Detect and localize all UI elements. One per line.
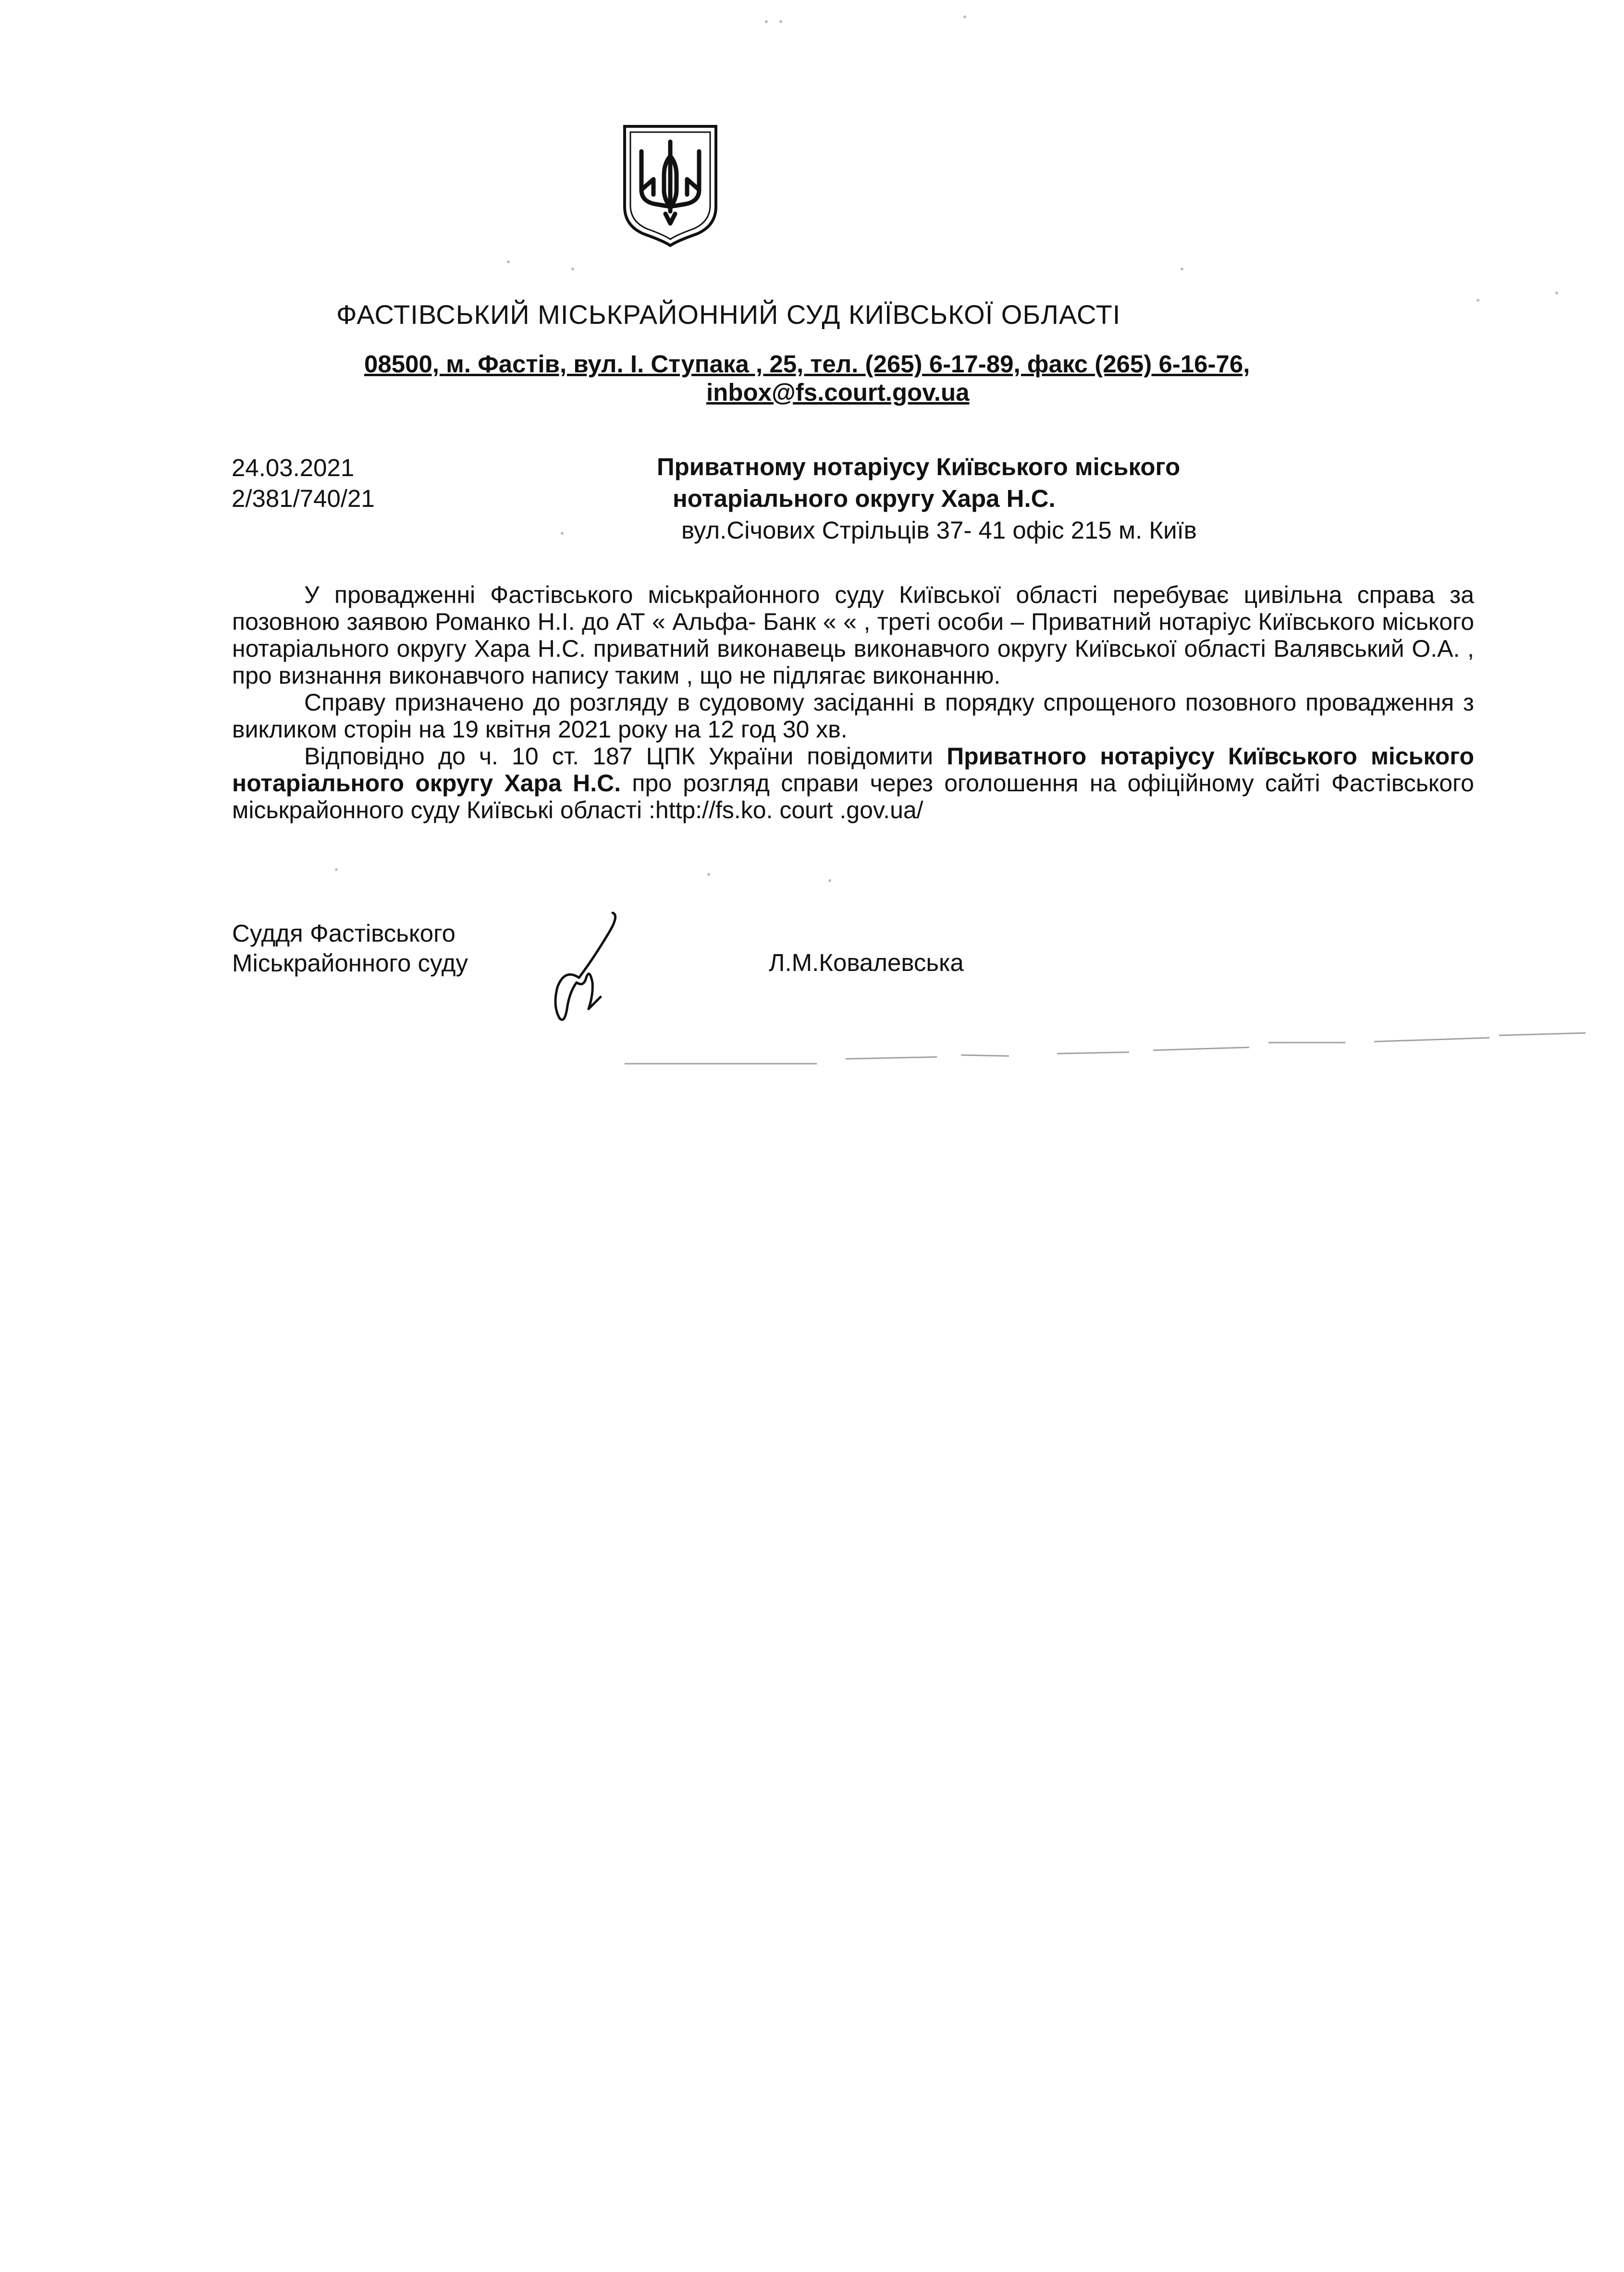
- body-paragraph-3: [232, 743, 1474, 823]
- court-name: ФАСТІВСЬКИЙ МІСЬКРАЙОННИЙ СУД КИЇВСЬКОЇ ОБЛАСТІ: [336, 299, 1121, 330]
- body-paragraph-2: Справу призначено до розгляду в судовому засіданні в порядку спрощеного позовного провадження з викликом сторін на 19 квітня 2021 року на 12 год 30 хв.: [232, 689, 1474, 743]
- body-paragraph-3-end: про розгляд справи через оголошення на офіційному сайті Фастівського міськрайонного суду Київські області :http://fs.ko. court .gov.ua/: [232, 770, 1474, 823]
- addressee-line-2: нотаріального округу Хара Н.С.: [673, 485, 1056, 512]
- case-number: 2/381/740/21: [232, 485, 375, 512]
- document-meta: [232, 453, 375, 514]
- judge-name: Л.М.Ковалевська: [769, 949, 964, 976]
- document-date: 24.03.2021: [232, 454, 355, 481]
- letter-body: [232, 581, 1474, 823]
- body-paragraph-1: У провадженні Фастівського міськрайонного суду Київської області перебуває цивільна справа за позовною заявою Романко Н.І. до АТ « Альфа- Банк « « , треті особи – Приватний нотаріус Київського міського нотаріального округу Хара Н.С. приватний виконавець виконавчого округу Київської області Валявський О.А. , про визнання виконавчого напису таким , що не підлягає виконанню.: [232, 581, 1474, 689]
- signer-title-line-2: Міськрайонного суду: [232, 949, 468, 977]
- ukraine-trident-icon: [620, 123, 721, 247]
- court-address-line: 08500, м. Фастів, вул. І. Ступака , 25, тел. (265) 6-17-89, факс (265) 6-16-76,: [364, 350, 1250, 378]
- signer-title-line-1: Суддя Фастівського: [232, 920, 455, 947]
- body-paragraph-3-addressee: Приватного нотаріусу Київського міського нотаріального округу Хара Н.С.: [232, 743, 1474, 797]
- court-email: inbox@fs.court.gov.ua: [706, 379, 970, 406]
- addressee-line-1: Приватному нотаріусу Київського міського: [657, 453, 1181, 480]
- addressee-address: вул.Січових Стрільців 37- 41 офіс 215 м. Київ: [681, 516, 1197, 544]
- signer-title: [232, 919, 468, 978]
- body-paragraph-3-start: Відповідно до ч. 10 ст. 187 ЦПК України повідомити: [304, 743, 947, 770]
- handwritten-signature: [536, 906, 632, 1026]
